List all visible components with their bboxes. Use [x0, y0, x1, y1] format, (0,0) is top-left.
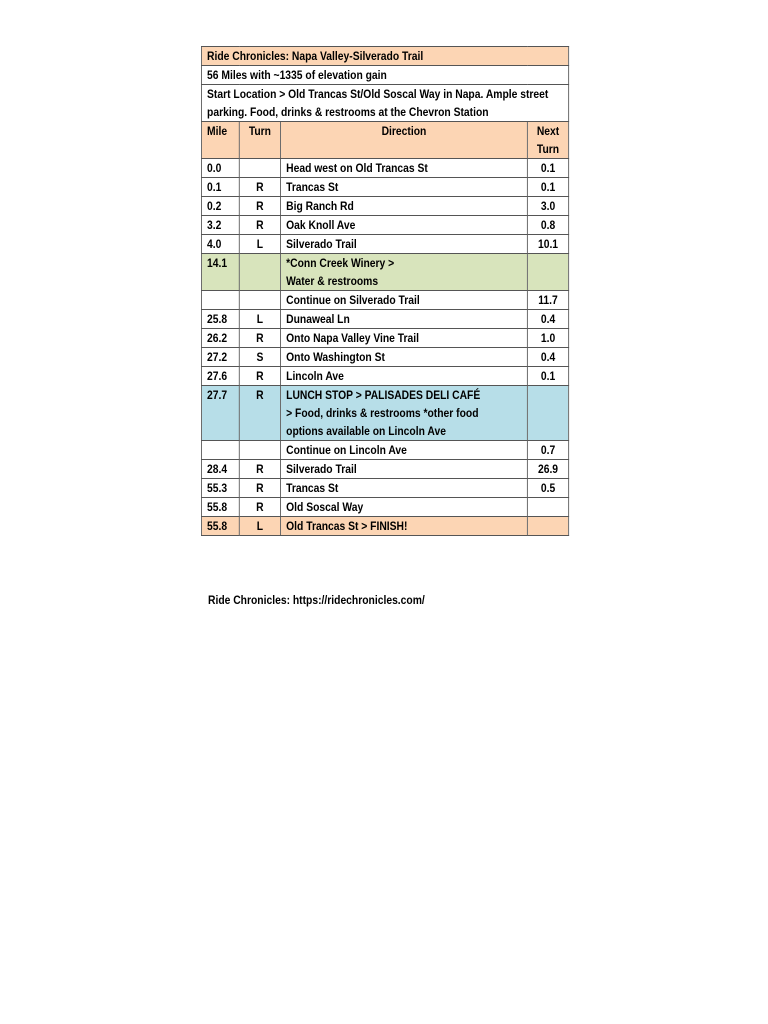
mile-cell [201, 441, 239, 460]
turn-cell: R [239, 498, 280, 517]
sheet-title: Ride Chronicles: Napa Valley-Silverado Trail [201, 47, 568, 66]
footer-credit: Ride Chronicles: https://ridechronicles.com/ [208, 593, 425, 607]
mile-cell: 55.8 [201, 517, 239, 536]
next-turn-cell [527, 254, 568, 291]
start-row [201, 85, 568, 122]
table-row [201, 178, 568, 197]
table-row [201, 498, 568, 517]
direction-cell: Old Trancas St > FINISH! [281, 517, 528, 536]
direction-cell: Onto Napa Valley Vine Trail [281, 329, 528, 348]
next-turn-cell: 26.9 [527, 460, 568, 479]
turn-cell: R [239, 367, 280, 386]
mile-cell: 55.3 [201, 479, 239, 498]
turn-cell: R [239, 386, 280, 441]
table-row-winery-stop [201, 254, 568, 291]
turn-cell: R [239, 460, 280, 479]
next-turn-cell: 0.4 [527, 348, 568, 367]
direction-cell: Old Soscal Way [281, 498, 528, 517]
next-turn-cell: 0.1 [527, 178, 568, 197]
mile-cell: 0.0 [201, 159, 239, 178]
col-header-turn: Turn [239, 122, 280, 159]
mile-cell: 0.2 [201, 197, 239, 216]
next-turn-cell: 0.5 [527, 479, 568, 498]
mile-cell: 26.2 [201, 329, 239, 348]
table-row [201, 460, 568, 479]
next-turn-cell: 0.7 [527, 441, 568, 460]
table-row [201, 329, 568, 348]
mile-cell: 55.8 [201, 498, 239, 517]
direction-cell: Silverado Trail [281, 460, 528, 479]
direction-cell: Continue on Silverado Trail [281, 291, 528, 310]
mile-cell: 25.8 [201, 310, 239, 329]
next-turn-cell: 0.4 [527, 310, 568, 329]
turn-cell [239, 159, 280, 178]
turn-cell: L [239, 310, 280, 329]
next-turn-cell [527, 498, 568, 517]
turn-cell: R [239, 479, 280, 498]
table-row [201, 235, 568, 254]
turn-cell: R [239, 197, 280, 216]
table-row [201, 441, 568, 460]
next-turn-cell [527, 386, 568, 441]
start-location: Start Location > Old Trancas St/Old Soscal Way in Napa. Ample street parking. Food, drinks & restrooms at the Chevron Station [201, 85, 568, 122]
direction-cell: Trancas St [281, 479, 528, 498]
turn-cell: R [239, 329, 280, 348]
next-turn-cell: 11.7 [527, 291, 568, 310]
direction-cell: LUNCH STOP > PALISADES DELI CAFÉ > Food, drinks & restrooms *other food options available on Lincoln Ave [281, 386, 528, 441]
mile-cell: 14.1 [201, 254, 239, 291]
direction-cell: Dunaweal Ln [281, 310, 528, 329]
mile-cell: 27.6 [201, 367, 239, 386]
turn-cell: R [239, 178, 280, 197]
next-turn-cell: 0.1 [527, 367, 568, 386]
direction-cell: Continue on Lincoln Ave [281, 441, 528, 460]
next-turn-cell: 0.8 [527, 216, 568, 235]
direction-cell: *Conn Creek Winery > Water & restrooms [281, 254, 528, 291]
header-row [201, 122, 568, 159]
turn-cell: R [239, 216, 280, 235]
table-row-lunch-stop [201, 386, 568, 441]
title-row [201, 47, 568, 66]
direction-cell: Head west on Old Trancas St [281, 159, 528, 178]
mile-cell: 4.0 [201, 235, 239, 254]
turn-cell: L [239, 235, 280, 254]
turn-cell [239, 441, 280, 460]
cue-table [201, 46, 569, 536]
table-row [201, 348, 568, 367]
cue-sheet [201, 46, 568, 536]
table-row [201, 291, 568, 310]
direction-cell: Oak Knoll Ave [281, 216, 528, 235]
summary-row [201, 66, 568, 85]
turn-cell [239, 254, 280, 291]
turn-cell [239, 291, 280, 310]
direction-cell: Lincoln Ave [281, 367, 528, 386]
next-turn-cell [527, 517, 568, 536]
direction-cell: Big Ranch Rd [281, 197, 528, 216]
next-turn-cell: 10.1 [527, 235, 568, 254]
mile-cell: 28.4 [201, 460, 239, 479]
next-turn-cell: 0.1 [527, 159, 568, 178]
direction-cell: Silverado Trail [281, 235, 528, 254]
next-turn-cell: 1.0 [527, 329, 568, 348]
col-header-next-turn: Next Turn [527, 122, 568, 159]
table-row [201, 159, 568, 178]
ride-summary: 56 Miles with ~1335 of elevation gain [201, 66, 568, 85]
turn-cell: L [239, 517, 280, 536]
table-row [201, 197, 568, 216]
turn-cell: S [239, 348, 280, 367]
mile-cell: 3.2 [201, 216, 239, 235]
mile-cell [201, 291, 239, 310]
direction-cell: Trancas St [281, 178, 528, 197]
mile-cell: 0.1 [201, 178, 239, 197]
table-row-finish [201, 517, 568, 536]
next-turn-cell: 3.0 [527, 197, 568, 216]
mile-cell: 27.7 [201, 386, 239, 441]
table-row [201, 479, 568, 498]
mile-cell: 27.2 [201, 348, 239, 367]
table-row [201, 216, 568, 235]
table-row [201, 367, 568, 386]
table-row [201, 310, 568, 329]
col-header-direction: Direction [281, 122, 528, 159]
col-header-mile: Mile [201, 122, 239, 159]
direction-cell: Onto Washington St [281, 348, 528, 367]
